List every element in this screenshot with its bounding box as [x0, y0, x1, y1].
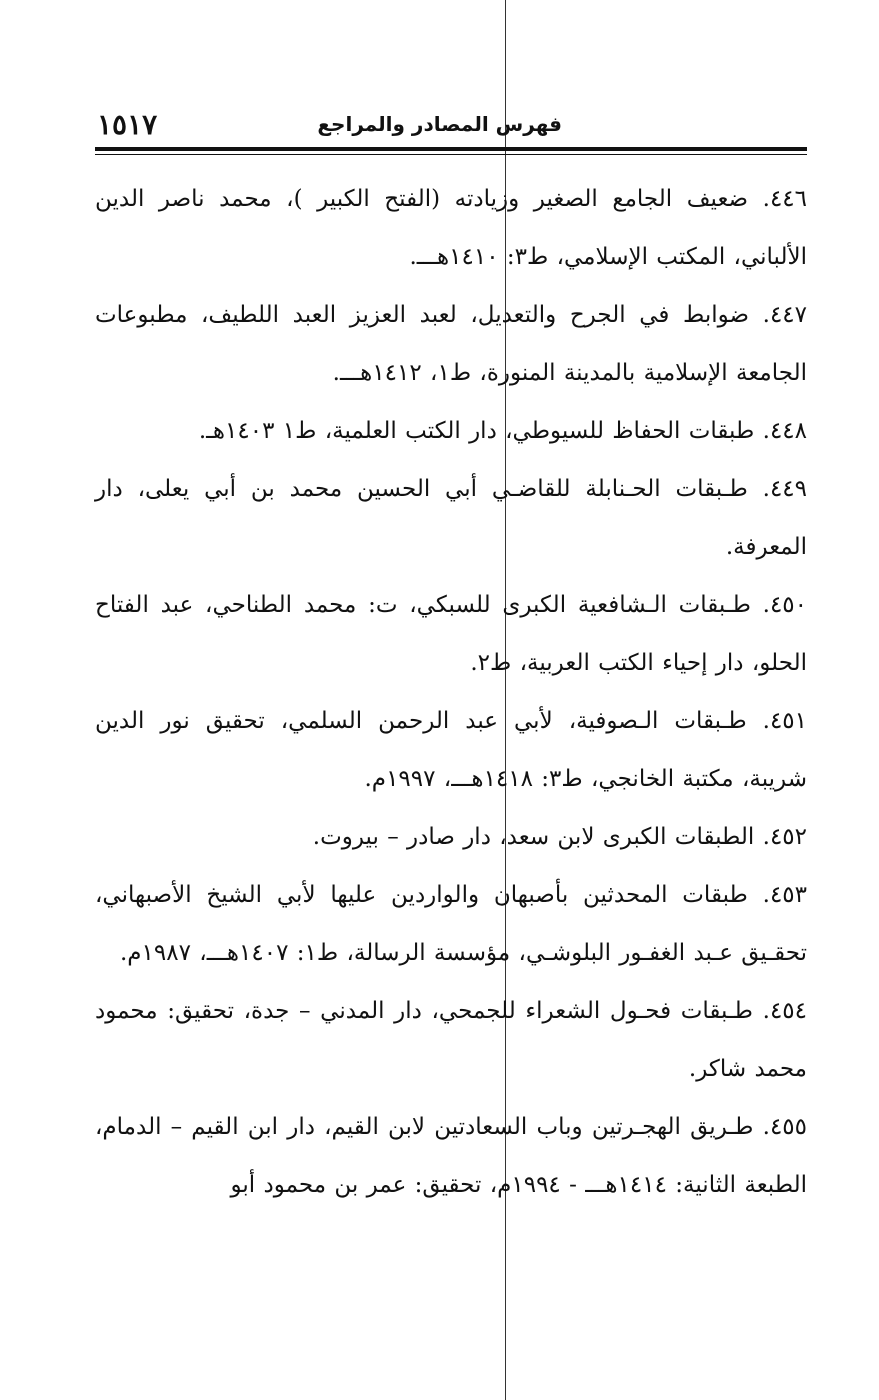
- entry-number: ٤٥٣: [769, 882, 807, 908]
- bibliography-entry-453: ٤٥٣. طبقات المحدثين بأصبهان والواردين عليها لأبي الشيخ الأصبهاني، تحقـيق عـبد الغفـور البلوشـي، مؤسسة الرسالة، ط١: ١٤٠٧هـــ، ١٩٨٧م.: [95, 882, 807, 966]
- entry-text: طـبقات الحـنابلة للقاضـي أبي الحسين محمد بن أبي يعلى، دار المعرفة.: [95, 476, 807, 560]
- entry-text: ضوابط في الجرح والتعديل، لعبد العزيز العبد اللطيف، مطبوعات الجامعة الإسلامية بالمدينة المنورة، ط١، ١٤١٢هـــ.: [95, 302, 807, 386]
- entry-text: طبقات المحدثين بأصبهان والواردين عليها لأبي الشيخ الأصبهاني، تحقـيق عـبد الغفـور البلوشـي، مؤسسة الرسالة، ط١: ١٤٠٧هـــ، ١٩٨٧م.: [95, 882, 807, 966]
- entry-number: ٤٥٢: [769, 824, 807, 850]
- bibliography-entry-447: ٤٤٧. ضوابط في الجرح والتعديل، لعبد العزيز العبد اللطيف، مطبوعات الجامعة الإسلامية بالمدينة المنورة، ط١، ١٤١٢هـــ.: [95, 302, 808, 386]
- entry-text: طـبقات الـشافعية الكبرى للسبكي، ت: محمد الطناحي، عبد الفتاح الحلو، دار إحياء الكتب العربية، ط٢.: [95, 592, 807, 676]
- header-rule-thin: [95, 154, 807, 155]
- entry-number: ٤٤٨: [769, 418, 807, 444]
- bibliography-entry-454: ٤٥٤. طـبقات فحـول الشعراء للجمحي، دار المدني – جدة، تحقيق: محمود محمد شاكر.: [95, 998, 807, 1082]
- page-title: فهرس المصادر والمراجع: [317, 112, 562, 136]
- bibliography-entry-448: ٤٤٨. طبقات الحفاظ للسيوطي، دار الكتب العلمية، ط١ ١٤٠٣هـ.: [198, 418, 807, 444]
- entry-text: طبقات الحفاظ للسيوطي، دار الكتب العلمية، ط١ ١٤٠٣هـ.: [198, 418, 755, 444]
- entry-number: ٤٤٩: [769, 476, 808, 502]
- entry-text: طـبقات فحـول الشعراء للجمحي، دار المدني – جدة، تحقيق: محمود محمد شاكر.: [95, 998, 807, 1082]
- bibliography-entry-450: ٤٥٠. طـبقات الـشافعية الكبرى للسبكي، ت: محمد الطناحي، عبد الفتاح الحلو، دار إحياء الكتب العربية، ط٢.: [95, 592, 807, 676]
- header-rule-thick: [95, 147, 807, 151]
- bibliography-entry-452: ٤٥٢. الطبقات الكبرى لابن سعد، دار صادر – بيروت.: [312, 824, 807, 850]
- bibliography-entry-455: ٤٥٥. طـريق الهجـرتين وباب السعادتين لابن القيم، دار ابن القيم – الدمام، الطبعة الثانية: ١٤١٤هـــ - ١٩٩٤م، تحقيق: عمر بن محمود أبو: [95, 1114, 807, 1198]
- entry-number: ٤٤٧: [769, 302, 808, 328]
- entry-text: طـريق الهجـرتين وباب السعادتين لابن القيم، دار ابن القيم – الدمام، الطبعة الثانية: ١٤١٤هـــ - ١٩٩٤م، تحقيق: عمر بن محمود أبو: [95, 1114, 807, 1198]
- bibliography-list: [95, 170, 807, 1214]
- entry-text: الطبقات الكبرى لابن سعد، دار صادر – بيروت.: [312, 824, 755, 850]
- bibliography-entry-451: ٤٥١. طـبقات الـصوفية، لأبي عبد الرحمن السلمي، تحقيق نور الدين شريبة، مكتبة الخانجي، ط٣: ١٤١٨هـــ، ١٩٩٧م.: [95, 708, 808, 792]
- entry-number: ٤٥٥: [769, 1114, 807, 1140]
- entry-number: ٤٥٤: [769, 998, 807, 1024]
- entry-number: ٤٤٦: [769, 186, 808, 212]
- entry-number: ٤٥١: [769, 708, 808, 734]
- page-number: ١٥١٧: [97, 108, 158, 141]
- entry-text: ضعيف الجامع الصغير وزيادته (الفتح الكبير )، محمد ناصر الدين الألباني، المكتب الإسلامي، ط٣: ١٤١٠هـــ.: [95, 186, 807, 270]
- bibliography-entry-449: ٤٤٩. طـبقات الحـنابلة للقاضـي أبي الحسين محمد بن أبي يعلى، دار المعرفة.: [95, 476, 808, 560]
- entry-number: ٤٥٠: [769, 592, 807, 618]
- entry-text: طـبقات الـصوفية، لأبي عبد الرحمن السلمي، تحقيق نور الدين شريبة، مكتبة الخانجي، ط٣: ١٤١٨هـــ، ١٩٩٧م.: [95, 708, 807, 792]
- bibliography-entry-446: ٤٤٦. ضعيف الجامع الصغير وزيادته (الفتح الكبير )، محمد ناصر الدين الألباني، المكتب الإسلامي، ط٣: ١٤١٠هـــ.: [95, 186, 808, 270]
- page-header: [95, 108, 807, 148]
